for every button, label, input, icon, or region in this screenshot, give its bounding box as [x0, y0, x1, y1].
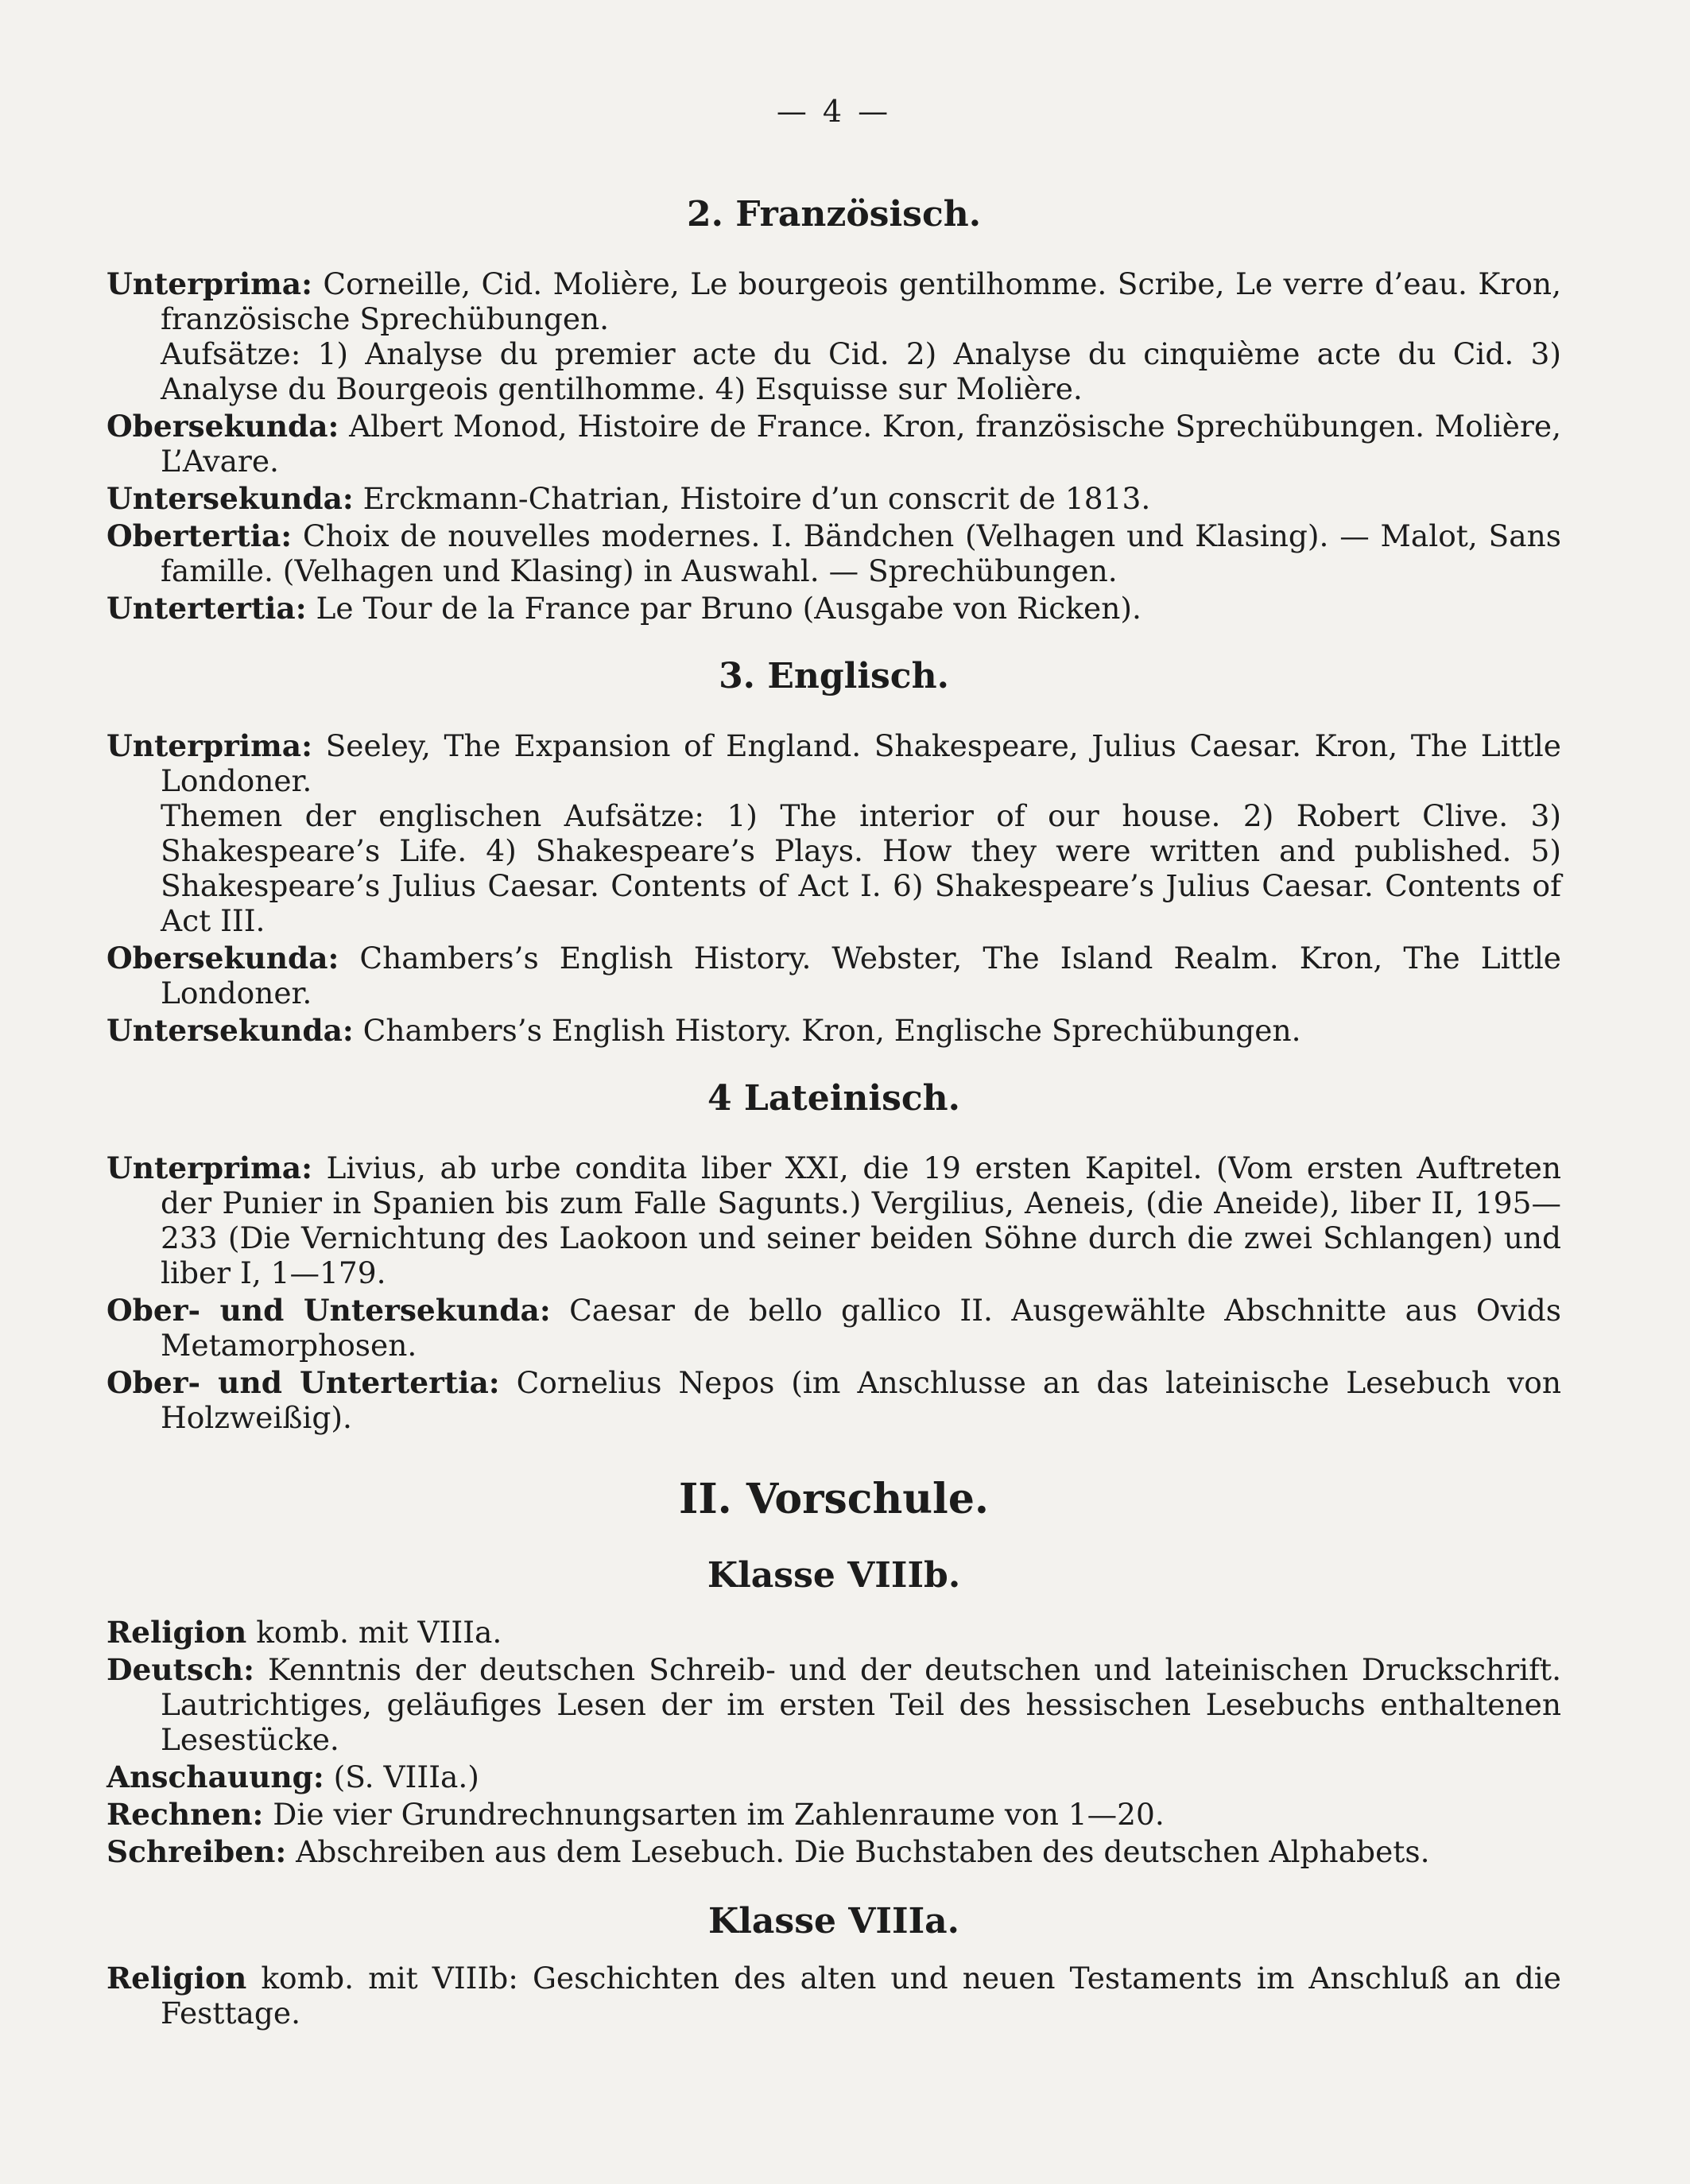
entry-label: Obersekunda:: [107, 941, 339, 976]
entry-label: Religion: [107, 1961, 247, 1996]
entry-text: Choix de nouvelles modernes. I. Bändchen (Velhagen und Klasing). — Malot, Sans famille. (Velhagen und Klasing) in Auswahl. — Sprechübungen.: [161, 518, 1561, 588]
entry-text: Le Tour de la France par Bruno (Ausgabe von Ricken).: [316, 591, 1142, 626]
section-heading-latin: 4 Lateinisch.: [707, 1078, 960, 1119]
entry-text: komb. mit VIIIa.: [256, 1615, 502, 1650]
page-number: — 4 —: [776, 94, 892, 129]
entry-text: (S. VIIIa.): [333, 1759, 479, 1794]
entry-label: Religion: [107, 1615, 247, 1650]
french-untertertia: [107, 591, 1561, 626]
entry-text: Livius, ab urbe condita liber XXI, die 19 ersten Kapitel. (Vom ersten Auftreten der Punier in Spanien bis zum Falle Sagunts.) Vergilius, Aeneis, (die Aneide), liber II, 195—233 (Die Vernichtung des Laokoon und seiner beiden Söhne durch die zwei Schlangen) und liber I, 1—179.: [161, 1150, 1561, 1290]
section-heading-french: 2. Französisch.: [686, 194, 982, 235]
essays-label: Aufsätze:: [161, 336, 301, 371]
entry-text: Die vier Grundrechnungsarten im Zahlenraume von 1—20.: [273, 1797, 1165, 1832]
entry-text: Chambers’s English History. Webster, The Island Realm. Kron, The Little Londoner.: [161, 941, 1562, 1011]
essays-text: 1) Analyse du premier acte du Cid. 2) Analyse du cinquième acte du Cid. 3) Analyse du Bourgeois gentilhomme. 4) Esquisse sur Molière.: [161, 336, 1562, 406]
french-obertertia: [107, 518, 1561, 588]
entry-label: Ober- und Untersekunda:: [107, 1293, 551, 1328]
viiia-religion: [107, 1961, 1561, 2031]
viiib-schreiben: [107, 1834, 1561, 1869]
entry-text: Chambers’s English History. Kron, Englische Sprechübungen.: [362, 1013, 1301, 1048]
essays-label: Themen der englischen Aufsätze:: [161, 798, 705, 833]
viiib-anschauung: [107, 1759, 1561, 1794]
entry-label: Unterprima:: [107, 266, 312, 301]
section-heading-english: 3. Englisch.: [719, 656, 949, 696]
entry-text: Erckmann-Chatrian, Histoire d’un conscrit de 1813.: [362, 481, 1151, 516]
french-unterprima: [107, 266, 1561, 406]
latin-ober-unter-tertia: [107, 1365, 1561, 1435]
latin-ober-unter-sekunda: [107, 1293, 1561, 1363]
entry-text: Albert Monod, Histoire de France. Kron, französische Sprechübungen. Molière, L’Avare.: [161, 409, 1561, 479]
english-untersekunda: [107, 1013, 1561, 1048]
french-untersekunda: [107, 481, 1561, 516]
french-unterprima-essays: [161, 336, 1561, 406]
entry-label: Obersekunda:: [107, 409, 339, 444]
viiib-deutsch: [107, 1652, 1561, 1757]
entry-label: Unterprima:: [107, 1150, 312, 1185]
entry-text: Abschreiben aus dem Lesebuch. Die Buchstaben des deutschen Alphabets.: [296, 1834, 1430, 1869]
entry-text: Cornelius Nepos (im Anschlusse an das lateinische Lesebuch von Holzweißig).: [161, 1365, 1562, 1435]
entry-label: Unterprima:: [107, 728, 312, 763]
entry-text: Seeley, The Expansion of England. Shakespeare, Julius Caesar. Kron, The Little Londoner.: [161, 728, 1561, 798]
entry-label: Rechnen:: [107, 1797, 264, 1832]
class-heading-viiib: Klasse VIIIb.: [707, 1555, 961, 1596]
class-heading-viiia: Klasse VIIIa.: [707, 1901, 960, 1942]
entry-text: Corneille, Cid. Molière, Le bourgeois gentilhomme. Scribe, Le verre d’eau. Kron, französische Sprechübungen.: [161, 266, 1561, 336]
entry-label: Deutsch:: [107, 1652, 255, 1687]
viiib-rechnen: [107, 1797, 1561, 1832]
entry-label: Untersekunda:: [107, 481, 354, 516]
entry-text: komb. mit VIIIb: Geschichten des alten und neuen Testaments im Anschluß an die Festtage.: [161, 1961, 1561, 2031]
latin-unterprima: [107, 1150, 1561, 1290]
entry-label: Anschauung:: [107, 1759, 324, 1794]
french-obersekunda: [107, 409, 1561, 479]
english-unterprima-essays: [161, 798, 1561, 938]
entry-text: Caesar de bello gallico II. Ausgewählte Abschnitte aus Ovids Metamorphosen.: [161, 1293, 1562, 1363]
viiib-religion: [107, 1615, 1561, 1650]
english-unterprima: [107, 728, 1561, 938]
entry-label: Untersekunda:: [107, 1013, 354, 1048]
section-heading-vorschule: II. Vorschule.: [679, 1475, 989, 1523]
english-obersekunda: [107, 941, 1561, 1011]
entry-label: Ober- und Untertertia:: [107, 1365, 500, 1400]
essays-text: 1) The interior of our house. 2) Robert Clive. 3) Shakespeare’s Life. 4) Shakespeare’s Plays. How they were written and published. 5) Shakespeare’s Julius Caesar. Contents of Act I. 6) Shakespeare’s Julius Caesar. Contents of Act III.: [161, 798, 1562, 938]
entry-label: Schreiben:: [107, 1834, 287, 1869]
entry-text: Kenntnis der deutschen Schreib- und der deutschen und lateinischen Druckschrift. Lautrichtiges, geläufiges Lesen der im ersten Teil des hessischen Lesebuchs enthaltenen Lesestücke.: [161, 1652, 1561, 1757]
entry-label: Untertertia:: [107, 591, 307, 626]
entry-label: Obertertia:: [107, 518, 293, 553]
